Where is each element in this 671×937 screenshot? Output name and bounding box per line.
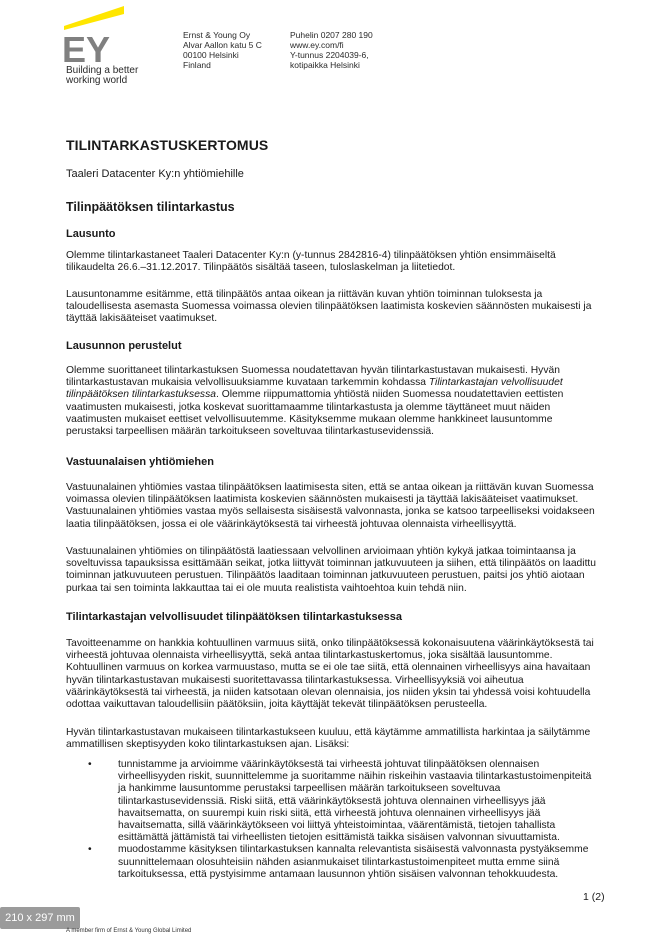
company-contact	[290, 30, 373, 70]
paragraph-perustelut	[66, 365, 642, 438]
address-line: 00100 Helsinki	[183, 50, 239, 60]
text-line: havaitsematta, sillä väärinkäytökseen voi liittyä yhteistoimintaa, väärentämistä, tietojen tahallista	[118, 820, 556, 832]
paragraph-vastuunalainen-1	[66, 482, 642, 531]
text-line: Vastuunalainen yhtiömies on tilinpäätöstä laatiessaan velvollinen arvioimaan yhtiön kykyä jatkaa toimintaansa ja	[66, 546, 576, 557]
contact-line: kotipaikka Helsinki	[290, 60, 360, 70]
address-line: Alvar Aallon katu 5 C	[183, 40, 262, 50]
text-line: soveltuvissa tapauksissa esittämään seikat, jotka liittyvät toiminnan jatkuvuuteen ja siihen, että tilinpäätös on laadittu	[66, 558, 597, 570]
company-address	[183, 30, 262, 70]
paragraph-velvollisuudet-1	[66, 638, 642, 711]
address-line: Ernst & Young Oy	[183, 30, 251, 40]
addressee: Taaleri Datacenter Ky:n yhtiömiehille	[66, 168, 244, 180]
page-size-badge: 210 x 297 mm	[0, 907, 80, 929]
text-line: taloudellisesta asemasta Suomessa voimassa olevien tilinpäätöksen laatimista koskevien säännösten mukaisesti ja	[66, 301, 592, 313]
tagline-line: working world	[66, 75, 128, 86]
text-line: virheestä johtuvaa olennaista virheellisyyttä, sekä antaa tilintarkastuskertomus, joka sisältää lausuntomme.	[66, 650, 553, 662]
text-line: tilintarkastusevidenssiä. Riski siitä, että väärinkäytöksestä johtuva olennainen virheellisyys jää	[118, 795, 546, 807]
text-line: esittämättä jättämistä tai virheellisten tietojen esittämistä taikka sisäisen valvonnan sivuuttamista.	[118, 832, 560, 844]
text-line: Tavoitteenamme on hankkia kohtuullinen varmuus siitä, onko tilinpäätöksessä kokonaisuutena väärinkäytöksestä tai	[66, 638, 594, 649]
text-line: hyvän tilintarkastustavan mukaisesti suoritettavassa tilintarkastuksessa. Virheellisyyksiä voi aiheutua	[66, 674, 524, 686]
bullet-list	[88, 759, 640, 881]
text-line: suunnittelemaan olosuhteisiin nähden asianmukaiset tilintarkastustoimenpiteet mutta emme siinä	[118, 856, 560, 868]
text-line: Hyvän tilintarkastustavan mukaiseen tilintarkastukseen kuuluu, että käytämme ammatillista harkintaa ja säilytämme	[66, 727, 591, 738]
text-line: laatia tilinpäätöksen, jossa ei ole väärinkäytöksestä tai virheestä johtuvaa olennaista virheellisyyttä.	[66, 518, 517, 530]
heading-perustelut: Lausunnon perustelut	[66, 340, 182, 352]
text-line: Lausuntonamme esitämme, että tilinpäätös antaa oikean ja riittävän kuvan yhtiön toiminnan tuloksesta ja	[66, 289, 543, 300]
italic-reference: tilinpäätöksen tilintarkastuksessa	[66, 389, 216, 401]
text-line: odottaa vaikuttavan taloudellisiin päätöksiin, joita käyttäjät tekevät tilinpäätöksen perusteella.	[66, 699, 488, 711]
text-line: vaatimusten mukaisesti, jotka koskevat suorittamaamme tilintarkastusta ja olemme täyttäneet muut näiden	[66, 401, 551, 413]
heading-lausunto: Lausunto	[66, 228, 116, 240]
text-line: ja hankimme lausuntomme perustaksi tarpeellisen määrän tarkoitukseen soveltuvaa	[118, 783, 501, 795]
paragraph-vastuunalainen-2	[66, 546, 642, 595]
text-line: Olemme suorittaneet tilintarkastuksen Suomessa noudatettavan hyvän tilintarkastustavan mukaisesti. Hyvän	[66, 365, 560, 376]
logo-beam-icon	[64, 6, 124, 30]
text-line: ammatillisen skeptisyyden koko tilintarkastuksen ajan. Lisäksi:	[66, 739, 350, 751]
text-line: Kohtuullinen varmuus on korkea varmuustaso, mutta se ei ole tae siitä, että olennainen virheellisyys aina havaitaan	[66, 662, 591, 674]
text-line: väärinkäytöksestä tai virheestä, ja niiden katsotaan olevan olennaisia, jos niiden yksin tai yhdessä voisi kohtuudella	[66, 686, 591, 698]
contact-line: Y-tunnus 2204039-6,	[290, 50, 369, 60]
text-line: Vastuunalainen yhtiömies vastaa myös sellaisesta sisäisestä valvonnasta, jonka se katsoo tarpeelliseksi voidakseen	[66, 506, 595, 518]
text-span: tilintarkastustavan mukaisia velvollisuuksiamme kuvataan tarkemmin kohdassa	[66, 377, 429, 389]
contact-line: Puhelin 0207 280 190	[290, 30, 373, 40]
text-line: voimassa olevien tilinpäätöksen laatimista koskevien säännösten mukaisesti ja täyttää lakisääteiset vaatimukset.	[66, 494, 579, 506]
text-line: tunnistamme ja arvioimme väärinkäytöksestä tai virheestä johtuvat tilinpäätöksen olennaisen	[118, 759, 540, 770]
contact-line: www.ey.com/fi	[290, 40, 344, 50]
text-line: tilikaudelta 26.6.–31.12.2017. Tilinpäätös sisältää taseen, tuloslaskelman ja liitetiedot.	[66, 262, 456, 274]
paragraph-velvollisuudet-2	[66, 727, 642, 751]
text-line: virheellisyyden riskit, suunnittelemme ja suoritamme näihin riskeihin vastaavia tilintarkastustoimenpiteitä	[118, 771, 592, 783]
italic-reference: Tilintarkastajan velvollisuudet	[428, 377, 563, 389]
tagline-line: Building a better	[66, 65, 139, 76]
logo-wordmark: EY	[62, 29, 111, 70]
logo-tagline	[66, 66, 138, 86]
text-line: täyttää lakisääteiset vaatimukset.	[66, 313, 218, 325]
text-line: muodostamme käsityksen tilintarkastuksen kannalta relevantista sisäisestä valvonnasta pystyäksemme	[118, 844, 589, 856]
list-item	[88, 844, 640, 881]
text-line	[66, 389, 642, 401]
list-item	[88, 759, 640, 844]
text-line: tarkoituksessa, että pystyisimme antamaan lausunnon yhtiön sisäisen valvonnan tehokkuudesta.	[118, 868, 559, 880]
address-line: Finland	[183, 60, 211, 70]
text-line: perustaksi tarpeellisen määrän tarkoitukseen soveltuvaa tilintarkastusevidenssiä.	[66, 426, 435, 438]
bullet-icon: •	[88, 844, 92, 856]
text-line	[66, 377, 642, 389]
text-line: vaatimusten mukaiset eettiset velvollisuutemme. Käsityksemme mukaan olemme hankkineet lausuntomme	[66, 413, 553, 425]
text-line: Olemme tilintarkastaneet Taaleri Datacenter Ky:n (y-tunnus 2842816-4) tilinpäätöksen yhtiön ensimmäiseltä	[66, 250, 556, 261]
text-line: toiminnan jatkuvuuteen perustuen. Tilinpäätös laaditaan toiminnan jatkuvuuteen perustuen, paitsi jos yhtiö aiotaan	[66, 570, 585, 582]
section-title: Tilinpäätöksen tilintarkastus	[66, 200, 235, 214]
paragraph-lausunto-2	[66, 289, 642, 326]
document-title: TILINTARKASTUSKERTOMUS	[66, 137, 269, 153]
bullet-icon: •	[88, 759, 92, 770]
text-line: havaitsematta, on suurempi kuin riski siitä, että virheestä johtuva olennainen virheellisyys jää	[118, 807, 541, 819]
page-number: 1 (2)	[583, 891, 605, 903]
heading-velvollisuudet: Tilintarkastajan velvollisuudet tilinpäätöksen tilintarkastuksessa	[66, 611, 403, 623]
footer-text: A member firm of Ernst & Young Global Limited	[66, 928, 192, 934]
paragraph-lausunto-1	[66, 250, 642, 274]
heading-vastuunalainen: Vastuunalaisen yhtiömiehen	[66, 456, 214, 468]
text-span: . Olemme riippumattomia yhtiöstä niiden Suomessa noudatettavien eettisten	[215, 389, 564, 401]
text-line: Vastuunalainen yhtiömies vastaa tilinpäätöksen laatimisesta siten, että se antaa oikean ja riittävän kuvan Suomessa	[66, 482, 594, 493]
text-line: purkaa tai sen toiminta lakkauttaa tai ei ole muuta realistista vaihtoehtoa kuin tehdä niin.	[66, 582, 467, 594]
